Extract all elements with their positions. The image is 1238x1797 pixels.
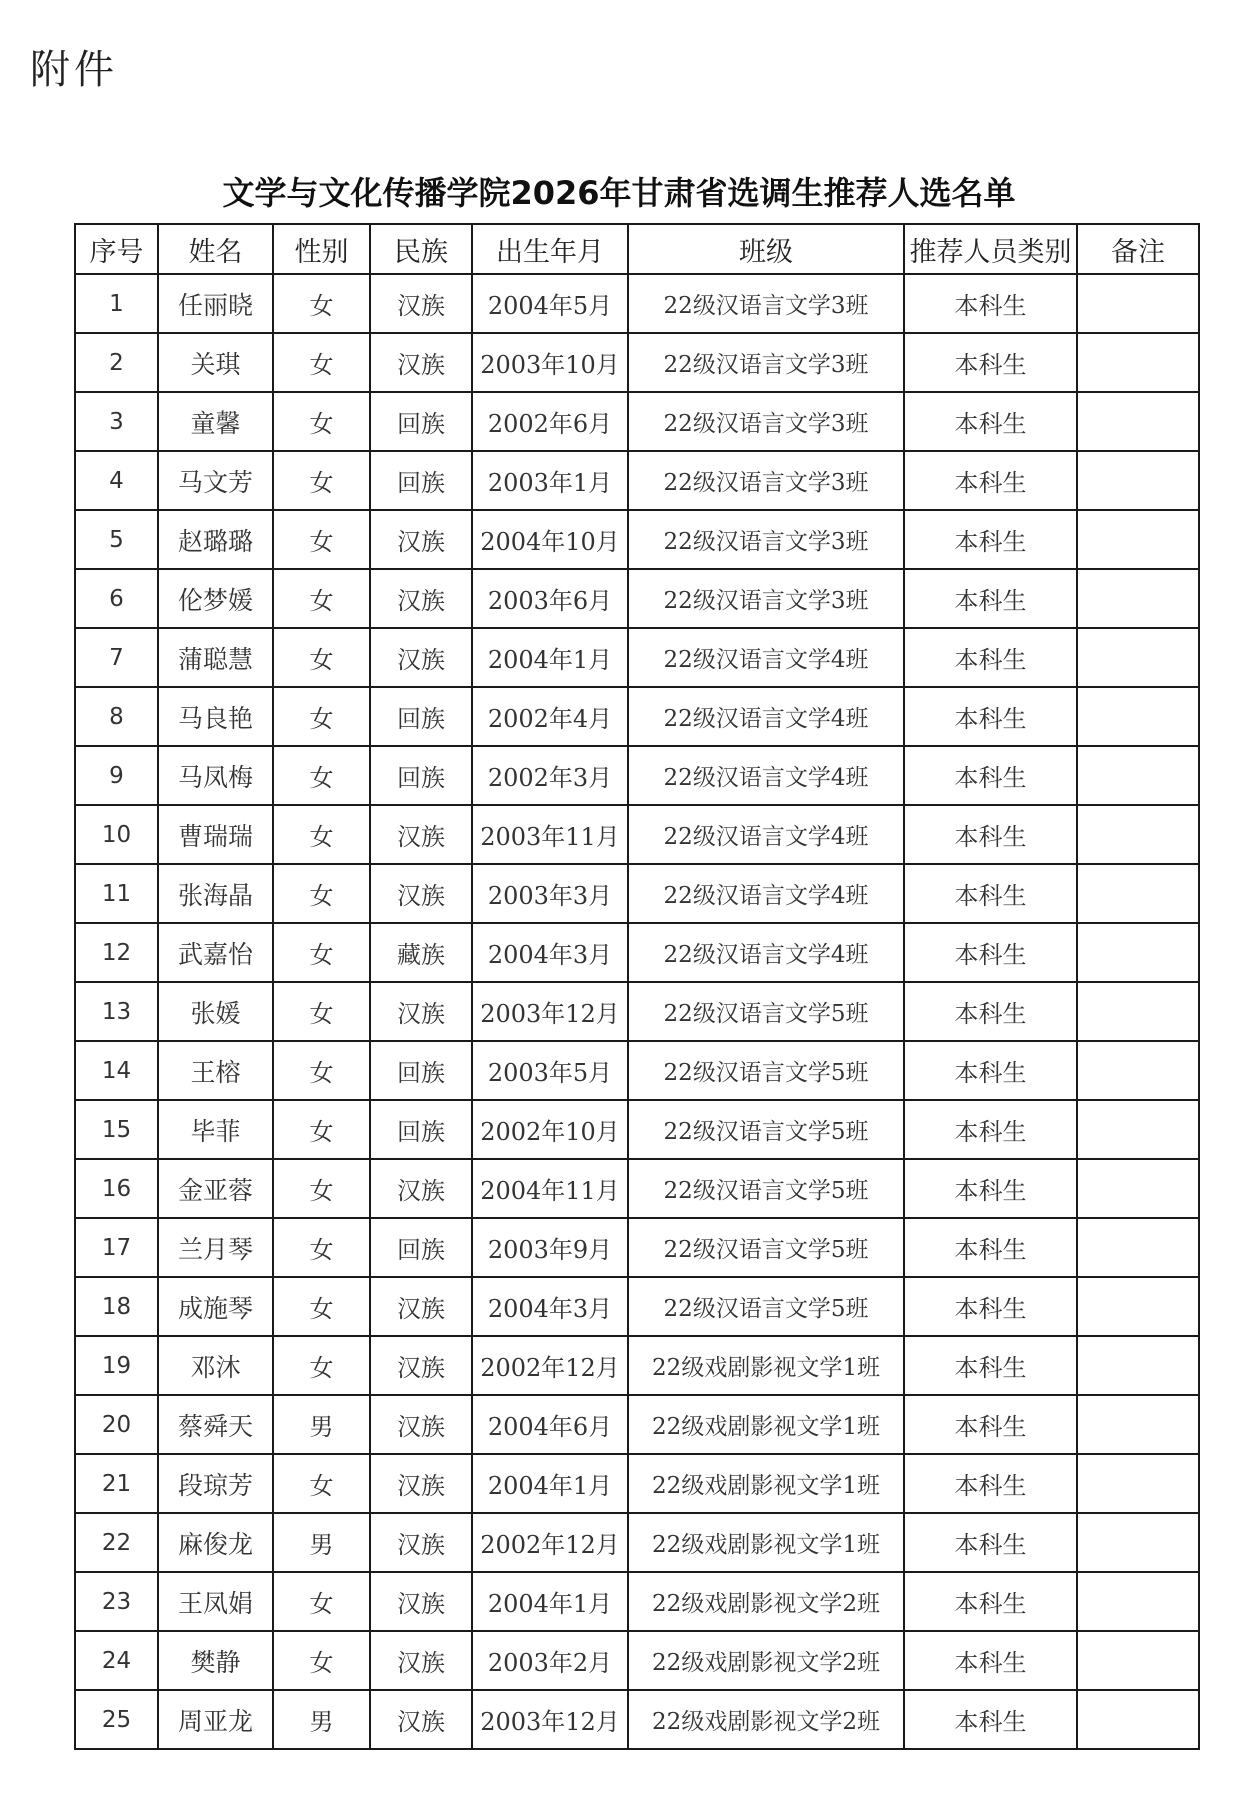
cell-name: 王凤娟	[158, 1572, 273, 1631]
cell-remark	[1077, 451, 1199, 510]
table-row	[75, 1690, 1199, 1749]
cell-class: 22级汉语言文学5班	[628, 1277, 904, 1336]
cell-category: 本科生	[904, 1336, 1077, 1395]
cell-category: 本科生	[904, 805, 1077, 864]
cell-no: 1	[75, 274, 158, 333]
cell-no: 22	[75, 1513, 158, 1572]
cell-birth: 2004年3月	[472, 1277, 628, 1336]
cell-remark	[1077, 687, 1199, 746]
cell-gender: 女	[273, 805, 370, 864]
cell-no: 21	[75, 1454, 158, 1513]
cell-birth: 2003年2月	[472, 1631, 628, 1690]
cell-remark	[1077, 1395, 1199, 1454]
cell-name: 马文芳	[158, 451, 273, 510]
cell-birth: 2004年11月	[472, 1159, 628, 1218]
cell-ethnicity: 汉族	[370, 864, 472, 923]
cell-ethnicity: 藏族	[370, 923, 472, 982]
cell-class: 22级汉语言文学5班	[628, 1100, 904, 1159]
table-row	[75, 1336, 1199, 1395]
cell-gender: 女	[273, 569, 370, 628]
cell-name: 蔡舜天	[158, 1395, 273, 1454]
table-row	[75, 569, 1199, 628]
cell-category: 本科生	[904, 510, 1077, 569]
header-no: 序号	[75, 224, 158, 274]
cell-name: 成施琴	[158, 1277, 273, 1336]
cell-gender: 女	[273, 1336, 370, 1395]
cell-gender: 男	[273, 1395, 370, 1454]
cell-category: 本科生	[904, 1277, 1077, 1336]
cell-birth: 2003年6月	[472, 569, 628, 628]
cell-remark	[1077, 805, 1199, 864]
cell-category: 本科生	[904, 1572, 1077, 1631]
cell-category: 本科生	[904, 1513, 1077, 1572]
cell-class: 22级汉语言文学5班	[628, 1218, 904, 1277]
header-gender: 性别	[273, 224, 370, 274]
cell-gender: 女	[273, 923, 370, 982]
cell-no: 8	[75, 687, 158, 746]
cell-category: 本科生	[904, 451, 1077, 510]
cell-ethnicity: 汉族	[370, 1513, 472, 1572]
cell-class: 22级汉语言文学3班	[628, 451, 904, 510]
cell-name: 蒲聪慧	[158, 628, 273, 687]
cell-remark	[1077, 1100, 1199, 1159]
cell-ethnicity: 回族	[370, 687, 472, 746]
cell-remark	[1077, 982, 1199, 1041]
header-name: 姓名	[158, 224, 273, 274]
cell-category: 本科生	[904, 1690, 1077, 1749]
cell-ethnicity: 汉族	[370, 1572, 472, 1631]
cell-no: 17	[75, 1218, 158, 1277]
table-body	[75, 274, 1199, 1749]
cell-birth: 2003年9月	[472, 1218, 628, 1277]
table-row	[75, 1454, 1199, 1513]
cell-gender: 女	[273, 1159, 370, 1218]
table-row	[75, 451, 1199, 510]
table-row	[75, 333, 1199, 392]
table-row	[75, 1159, 1199, 1218]
cell-no: 16	[75, 1159, 158, 1218]
cell-ethnicity: 汉族	[370, 1454, 472, 1513]
cell-birth: 2003年5月	[472, 1041, 628, 1100]
header-class: 班级	[628, 224, 904, 274]
cell-gender: 女	[273, 274, 370, 333]
cell-no: 10	[75, 805, 158, 864]
cell-class: 22级汉语言文学4班	[628, 923, 904, 982]
cell-category: 本科生	[904, 864, 1077, 923]
cell-category: 本科生	[904, 923, 1077, 982]
cell-name: 马凤梅	[158, 746, 273, 805]
cell-category: 本科生	[904, 333, 1077, 392]
cell-name: 童馨	[158, 392, 273, 451]
cell-no: 12	[75, 923, 158, 982]
table-row	[75, 392, 1199, 451]
cell-class: 22级汉语言文学4班	[628, 746, 904, 805]
cell-name: 毕菲	[158, 1100, 273, 1159]
cell-category: 本科生	[904, 274, 1077, 333]
cell-birth: 2004年6月	[472, 1395, 628, 1454]
cell-gender: 女	[273, 628, 370, 687]
cell-class: 22级戏剧影视文学2班	[628, 1690, 904, 1749]
cell-remark	[1077, 1690, 1199, 1749]
cell-ethnicity: 回族	[370, 746, 472, 805]
header-remark: 备注	[1077, 224, 1199, 274]
table-row	[75, 746, 1199, 805]
cell-birth: 2003年3月	[472, 864, 628, 923]
cell-ethnicity: 汉族	[370, 982, 472, 1041]
cell-birth: 2002年3月	[472, 746, 628, 805]
cell-no: 11	[75, 864, 158, 923]
cell-class: 22级汉语言文学3班	[628, 510, 904, 569]
table-row	[75, 923, 1199, 982]
cell-ethnicity: 汉族	[370, 1631, 472, 1690]
cell-no: 20	[75, 1395, 158, 1454]
cell-gender: 女	[273, 333, 370, 392]
cell-birth: 2002年12月	[472, 1513, 628, 1572]
cell-gender: 女	[273, 982, 370, 1041]
cell-ethnicity: 回族	[370, 1218, 472, 1277]
cell-class: 22级戏剧影视文学1班	[628, 1454, 904, 1513]
cell-name: 麻俊龙	[158, 1513, 273, 1572]
cell-no: 2	[75, 333, 158, 392]
cell-name: 张海晶	[158, 864, 273, 923]
cell-birth: 2004年1月	[472, 1572, 628, 1631]
cell-gender: 女	[273, 1041, 370, 1100]
cell-gender: 女	[273, 392, 370, 451]
cell-class: 22级汉语言文学3班	[628, 333, 904, 392]
cell-birth: 2002年4月	[472, 687, 628, 746]
cell-remark	[1077, 923, 1199, 982]
cell-remark	[1077, 1572, 1199, 1631]
cell-ethnicity: 回族	[370, 1100, 472, 1159]
table-row	[75, 864, 1199, 923]
cell-gender: 女	[273, 1454, 370, 1513]
cell-birth: 2003年12月	[472, 982, 628, 1041]
cell-ethnicity: 汉族	[370, 1277, 472, 1336]
table-row	[75, 982, 1199, 1041]
candidate-table	[74, 223, 1200, 1750]
cell-ethnicity: 汉族	[370, 333, 472, 392]
cell-remark	[1077, 569, 1199, 628]
cell-remark	[1077, 1159, 1199, 1218]
cell-birth: 2003年10月	[472, 333, 628, 392]
cell-category: 本科生	[904, 392, 1077, 451]
table-row	[75, 805, 1199, 864]
cell-class: 22级戏剧影视文学1班	[628, 1395, 904, 1454]
cell-remark	[1077, 864, 1199, 923]
cell-birth: 2004年5月	[472, 274, 628, 333]
cell-gender: 女	[273, 1277, 370, 1336]
cell-no: 6	[75, 569, 158, 628]
cell-class: 22级汉语言文学4班	[628, 864, 904, 923]
cell-gender: 女	[273, 1631, 370, 1690]
cell-ethnicity: 汉族	[370, 274, 472, 333]
cell-no: 13	[75, 982, 158, 1041]
cell-category: 本科生	[904, 1041, 1077, 1100]
cell-class: 22级汉语言文学3班	[628, 274, 904, 333]
document-title: 文学与文化传播学院2026年甘肃省选调生推荐人选名单	[222, 174, 1016, 212]
cell-gender: 女	[273, 687, 370, 746]
cell-remark	[1077, 1336, 1199, 1395]
cell-category: 本科生	[904, 1100, 1077, 1159]
cell-remark	[1077, 628, 1199, 687]
cell-ethnicity: 汉族	[370, 1395, 472, 1454]
cell-no: 4	[75, 451, 158, 510]
cell-name: 曹瑞瑞	[158, 805, 273, 864]
cell-gender: 女	[273, 1218, 370, 1277]
cell-category: 本科生	[904, 1631, 1077, 1690]
cell-class: 22级汉语言文学3班	[628, 569, 904, 628]
cell-class: 22级汉语言文学5班	[628, 982, 904, 1041]
cell-ethnicity: 回族	[370, 451, 472, 510]
header-category: 推荐人员类别	[904, 224, 1077, 274]
cell-remark	[1077, 1513, 1199, 1572]
cell-class: 22级戏剧影视文学2班	[628, 1572, 904, 1631]
cell-remark	[1077, 1631, 1199, 1690]
cell-gender: 男	[273, 1513, 370, 1572]
cell-category: 本科生	[904, 569, 1077, 628]
cell-gender: 女	[273, 1100, 370, 1159]
cell-ethnicity: 汉族	[370, 569, 472, 628]
table-row	[75, 1395, 1199, 1454]
table-row	[75, 510, 1199, 569]
cell-name: 赵璐璐	[158, 510, 273, 569]
cell-category: 本科生	[904, 687, 1077, 746]
cell-name: 马良艳	[158, 687, 273, 746]
cell-class: 22级戏剧影视文学2班	[628, 1631, 904, 1690]
cell-no: 24	[75, 1631, 158, 1690]
cell-birth: 2002年10月	[472, 1100, 628, 1159]
cell-ethnicity: 汉族	[370, 510, 472, 569]
cell-ethnicity: 汉族	[370, 628, 472, 687]
header-birth: 出生年月	[472, 224, 628, 274]
cell-remark	[1077, 274, 1199, 333]
cell-class: 22级汉语言文学4班	[628, 805, 904, 864]
header-ethnicity: 民族	[370, 224, 472, 274]
cell-category: 本科生	[904, 1218, 1077, 1277]
cell-name: 周亚龙	[158, 1690, 273, 1749]
cell-class: 22级汉语言文学3班	[628, 392, 904, 451]
cell-gender: 女	[273, 864, 370, 923]
cell-class: 22级汉语言文学5班	[628, 1041, 904, 1100]
cell-class: 22级汉语言文学5班	[628, 1159, 904, 1218]
cell-ethnicity: 汉族	[370, 1336, 472, 1395]
cell-no: 7	[75, 628, 158, 687]
cell-name: 伦梦媛	[158, 569, 273, 628]
cell-remark	[1077, 1041, 1199, 1100]
cell-remark	[1077, 1277, 1199, 1336]
cell-name: 段琼芳	[158, 1454, 273, 1513]
cell-ethnicity: 回族	[370, 392, 472, 451]
cell-category: 本科生	[904, 982, 1077, 1041]
table-row	[75, 628, 1199, 687]
table-row	[75, 687, 1199, 746]
table-row	[75, 1631, 1199, 1690]
cell-gender: 女	[273, 1572, 370, 1631]
cell-birth: 2003年1月	[472, 451, 628, 510]
cell-remark	[1077, 392, 1199, 451]
cell-birth: 2004年1月	[472, 1454, 628, 1513]
cell-no: 18	[75, 1277, 158, 1336]
cell-gender: 女	[273, 451, 370, 510]
cell-gender: 男	[273, 1690, 370, 1749]
table-row	[75, 1100, 1199, 1159]
cell-no: 25	[75, 1690, 158, 1749]
cell-no: 9	[75, 746, 158, 805]
cell-gender: 女	[273, 746, 370, 805]
cell-category: 本科生	[904, 1454, 1077, 1513]
cell-category: 本科生	[904, 746, 1077, 805]
cell-no: 14	[75, 1041, 158, 1100]
table-row	[75, 1513, 1199, 1572]
cell-no: 15	[75, 1100, 158, 1159]
cell-birth: 2002年6月	[472, 392, 628, 451]
cell-ethnicity: 回族	[370, 1041, 472, 1100]
cell-name: 邓沐	[158, 1336, 273, 1395]
cell-name: 兰月琴	[158, 1218, 273, 1277]
cell-birth: 2003年12月	[472, 1690, 628, 1749]
cell-ethnicity: 汉族	[370, 1159, 472, 1218]
cell-category: 本科生	[904, 1395, 1077, 1454]
cell-birth: 2004年1月	[472, 628, 628, 687]
table-row	[75, 1218, 1199, 1277]
table-row	[75, 1572, 1199, 1631]
table-row	[75, 1041, 1199, 1100]
cell-name: 任丽晓	[158, 274, 273, 333]
table-header-row	[75, 224, 1199, 274]
cell-ethnicity: 汉族	[370, 805, 472, 864]
cell-birth: 2002年12月	[472, 1336, 628, 1395]
cell-remark	[1077, 1454, 1199, 1513]
cell-no: 23	[75, 1572, 158, 1631]
cell-remark	[1077, 510, 1199, 569]
cell-remark	[1077, 1218, 1199, 1277]
cell-gender: 女	[273, 510, 370, 569]
cell-name: 张媛	[158, 982, 273, 1041]
cell-remark	[1077, 333, 1199, 392]
cell-name: 樊静	[158, 1631, 273, 1690]
cell-name: 武嘉怡	[158, 923, 273, 982]
cell-category: 本科生	[904, 1159, 1077, 1218]
cell-no: 19	[75, 1336, 158, 1395]
cell-remark	[1077, 746, 1199, 805]
cell-name: 金亚蓉	[158, 1159, 273, 1218]
cell-class: 22级汉语言文学4班	[628, 687, 904, 746]
cell-category: 本科生	[904, 628, 1077, 687]
attachment-label: 附件	[30, 47, 118, 93]
table-row	[75, 1277, 1199, 1336]
cell-class: 22级戏剧影视文学1班	[628, 1336, 904, 1395]
cell-ethnicity: 汉族	[370, 1690, 472, 1749]
cell-birth: 2003年11月	[472, 805, 628, 864]
cell-name: 关琪	[158, 333, 273, 392]
cell-birth: 2004年10月	[472, 510, 628, 569]
cell-class: 22级汉语言文学4班	[628, 628, 904, 687]
table-row	[75, 274, 1199, 333]
cell-birth: 2004年3月	[472, 923, 628, 982]
cell-no: 5	[75, 510, 158, 569]
cell-class: 22级戏剧影视文学1班	[628, 1513, 904, 1572]
cell-name: 王榕	[158, 1041, 273, 1100]
cell-no: 3	[75, 392, 158, 451]
